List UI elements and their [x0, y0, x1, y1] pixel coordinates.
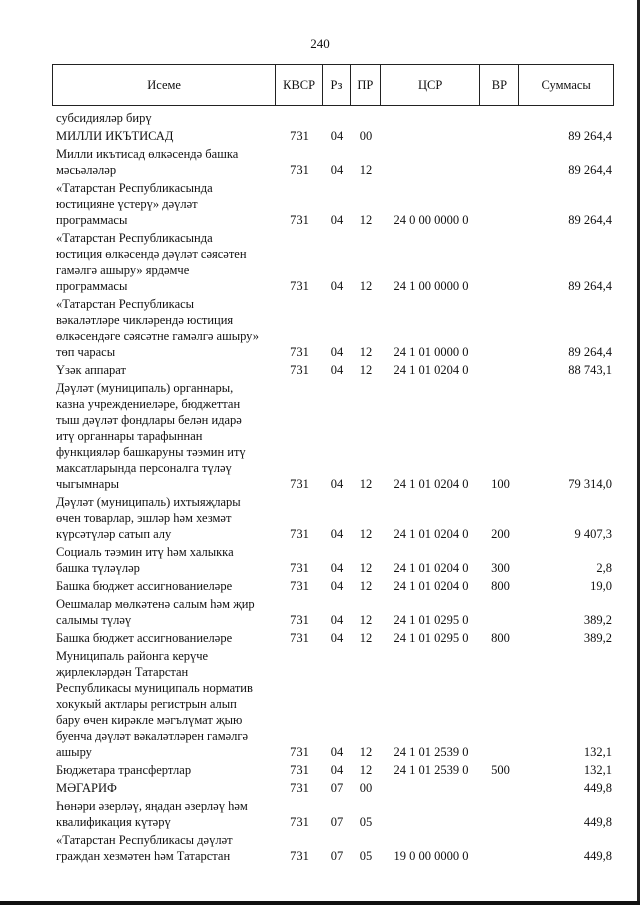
table-row — [52, 578, 614, 594]
cell-csr: 24 1 01 0204 0 — [393, 527, 469, 541]
cell-name: МИЛЛИ ИКЪТИСАД — [56, 129, 174, 143]
cell-kvsr: 731 — [290, 579, 309, 593]
cell-sum: 449,8 — [583, 781, 612, 795]
table-body — [52, 110, 614, 864]
cell-sum: 389,2 — [583, 631, 612, 645]
cell-name: «Татарстан Республикасында юстиция өлкәсендә дәүләт сәясәтен гамәлгә ашыру» ярдәмче программасы — [56, 231, 247, 293]
cell-kvsr: 731 — [290, 849, 309, 863]
table-row — [52, 596, 614, 628]
cell-rz: 04 — [330, 129, 344, 143]
cell-sum: 89 264,4 — [568, 213, 612, 227]
cell-csr: 24 1 01 0000 0 — [393, 345, 469, 359]
cell-sum: 9 407,3 — [574, 527, 612, 541]
cell-vr: 300 — [491, 561, 510, 575]
cell-name: Башка бюджет ассигнованиеләре — [56, 579, 233, 593]
scan-edge-bottom — [0, 901, 640, 905]
header-vr: ВР — [480, 65, 519, 105]
cell-csr: 24 0 00 0000 0 — [393, 213, 469, 227]
cell-pr: 12 — [359, 163, 373, 177]
header-pr: ПР — [351, 65, 381, 105]
cell-pr: 12 — [359, 631, 373, 645]
cell-sum: 449,8 — [583, 815, 612, 829]
cell-kvsr: 731 — [290, 163, 309, 177]
cell-kvsr: 731 — [290, 279, 309, 293]
cell-pr: 12 — [359, 363, 373, 377]
cell-pr: 12 — [359, 579, 373, 593]
table-row — [52, 832, 614, 864]
cell-sum: 132,1 — [583, 745, 612, 759]
cell-name: Оешмалар мөлкәтенә салым һәм җир салымы түләү — [56, 597, 255, 627]
cell-kvsr: 731 — [290, 129, 309, 143]
cell-name: «Татарстан Республикасы дәүләт граждан хезмәтен һәм Татарстан — [56, 833, 233, 863]
cell-pr: 12 — [359, 345, 373, 359]
cell-vr: 100 — [491, 477, 510, 491]
cell-vr: 800 — [491, 631, 510, 645]
cell-csr: 24 1 01 2539 0 — [393, 745, 469, 759]
cell-csr: 24 1 01 0204 0 — [393, 579, 469, 593]
cell-kvsr: 731 — [290, 631, 309, 645]
table-row — [52, 180, 614, 228]
table-row — [52, 630, 614, 646]
table-row — [52, 296, 614, 360]
cell-vr: 500 — [491, 763, 510, 777]
cell-name: Бюджетара трансфертлар — [56, 763, 192, 777]
cell-rz: 04 — [330, 613, 344, 627]
cell-rz: 04 — [330, 345, 344, 359]
header-kvsr: КВСР — [276, 65, 323, 105]
cell-kvsr: 731 — [290, 561, 309, 575]
cell-name: Һөнәри әзерләү, яңадан әзерләү һәм квалификация күтәрү — [56, 799, 248, 829]
table-row — [52, 146, 614, 178]
cell-rz: 04 — [330, 163, 344, 177]
cell-name: Башка бюджет ассигнованиеләре — [56, 631, 233, 645]
cell-rz: 04 — [330, 763, 344, 777]
cell-name: субсидияләр бирү — [56, 111, 152, 125]
cell-rz: 07 — [330, 781, 344, 795]
cell-rz: 04 — [330, 363, 344, 377]
cell-sum: 89 264,4 — [568, 163, 612, 177]
cell-csr: 24 1 01 0204 0 — [393, 363, 469, 377]
cell-kvsr: 731 — [290, 213, 309, 227]
cell-kvsr: 731 — [290, 527, 309, 541]
cell-sum: 2,8 — [596, 561, 612, 575]
cell-kvsr: 731 — [290, 345, 309, 359]
table-row — [52, 780, 614, 796]
header-name: Исеме — [53, 65, 276, 105]
cell-sum: 79 314,0 — [568, 477, 612, 491]
table-row — [52, 544, 614, 576]
cell-pr: 12 — [359, 477, 373, 491]
table-row — [52, 648, 614, 760]
header-sum: Суммасы — [541, 77, 591, 92]
cell-sum: 449,8 — [583, 849, 612, 863]
header-rz: Рз — [323, 65, 351, 105]
page-number: 240 — [310, 36, 330, 51]
cell-name: Дәүләт (муниципаль) органнары, казна учреждениеләре, бюджеттан тыш дәүләт фондлары белән идарә итү органнары тарафыннан функцияләр башкаруны тәэмин итү максатларында персоналга түләү чыгымнары — [56, 381, 246, 491]
cell-csr: 24 1 01 0295 0 — [393, 613, 469, 627]
cell-name: Дәүләт (муниципаль) ихтыяҗлары өчен товарлар, эшләр һәм хезмәт күрсәтүләр сатып алу — [56, 495, 241, 541]
cell-kvsr: 731 — [290, 363, 309, 377]
cell-name: Үзәк аппарат — [56, 363, 126, 377]
cell-pr: 12 — [359, 527, 373, 541]
cell-name: Муниципаль районга керүче җирлекләрдән Татарстан Республикасы муниципаль норматив хокукый актлары регистрын алып бару өчен кирәкле мәгълүмат җыю буенча дәүләт вәкаләтләрен гамәлгә ашыру — [56, 649, 253, 759]
cell-pr: 00 — [359, 781, 373, 795]
cell-name: «Татарстан Республикасы вәкаләтләре чикләрендә юстиция өлкәсендәге сәясәтне гамәлгә ашыру» төп чарасы — [56, 297, 259, 359]
table-row — [52, 230, 614, 294]
table-row — [52, 362, 614, 378]
cell-rz: 04 — [330, 527, 344, 541]
cell-rz: 04 — [330, 579, 344, 593]
table-row — [52, 380, 614, 492]
cell-kvsr: 731 — [290, 477, 309, 491]
cell-pr: 05 — [359, 815, 373, 829]
cell-pr: 12 — [359, 763, 373, 777]
cell-csr: 19 0 00 0000 0 — [393, 849, 469, 863]
cell-name: Милли икътисад өлкәсендә башка мәсьәләләр — [56, 147, 239, 177]
cell-name: Социаль тәэмин итү һәм халыкка башка түләүләр — [56, 545, 234, 575]
cell-name: «Татарстан Республикасында юстицияне үстерү» дәүләт программасы — [56, 181, 213, 227]
cell-name: МӘГАРИФ — [56, 781, 117, 795]
cell-csr: 24 1 00 0000 0 — [393, 279, 469, 293]
cell-sum: 19,0 — [590, 579, 612, 593]
cell-sum: 88 743,1 — [568, 363, 612, 377]
cell-sum: 89 264,4 — [568, 129, 612, 143]
cell-rz: 04 — [330, 745, 344, 759]
cell-rz: 04 — [330, 631, 344, 645]
cell-csr: 24 1 01 0204 0 — [393, 477, 469, 491]
cell-csr: 24 1 01 0295 0 — [393, 631, 469, 645]
table-row — [52, 128, 614, 144]
cell-pr: 00 — [359, 129, 373, 143]
cell-rz: 04 — [330, 213, 344, 227]
cell-rz: 04 — [330, 561, 344, 575]
cell-rz: 07 — [330, 815, 344, 829]
cell-sum: 89 264,4 — [568, 279, 612, 293]
cell-rz: 07 — [330, 849, 344, 863]
table-row — [52, 110, 614, 126]
cell-pr: 12 — [359, 561, 373, 575]
cell-pr: 12 — [359, 613, 373, 627]
header-csr: ЦСР — [381, 65, 481, 105]
cell-pr: 05 — [359, 849, 373, 863]
cell-kvsr: 731 — [290, 613, 309, 627]
cell-sum: 132,1 — [583, 763, 612, 777]
cell-csr: 24 1 01 0204 0 — [393, 561, 469, 575]
cell-kvsr: 731 — [290, 763, 309, 777]
cell-rz: 04 — [330, 279, 344, 293]
cell-pr: 12 — [359, 745, 373, 759]
cell-kvsr: 731 — [290, 781, 309, 795]
budget-table — [52, 64, 614, 866]
table-row — [52, 798, 614, 830]
cell-csr: 24 1 01 2539 0 — [393, 763, 469, 777]
cell-vr: 200 — [491, 527, 510, 541]
cell-pr: 12 — [359, 213, 373, 227]
table-row — [52, 494, 614, 542]
cell-pr: 12 — [359, 279, 373, 293]
cell-sum: 389,2 — [583, 613, 612, 627]
cell-kvsr: 731 — [290, 745, 309, 759]
table-row — [52, 762, 614, 778]
cell-rz: 04 — [330, 477, 344, 491]
cell-sum: 89 264,4 — [568, 345, 612, 359]
cell-vr: 800 — [491, 579, 510, 593]
table-header — [52, 64, 614, 106]
cell-kvsr: 731 — [290, 815, 309, 829]
